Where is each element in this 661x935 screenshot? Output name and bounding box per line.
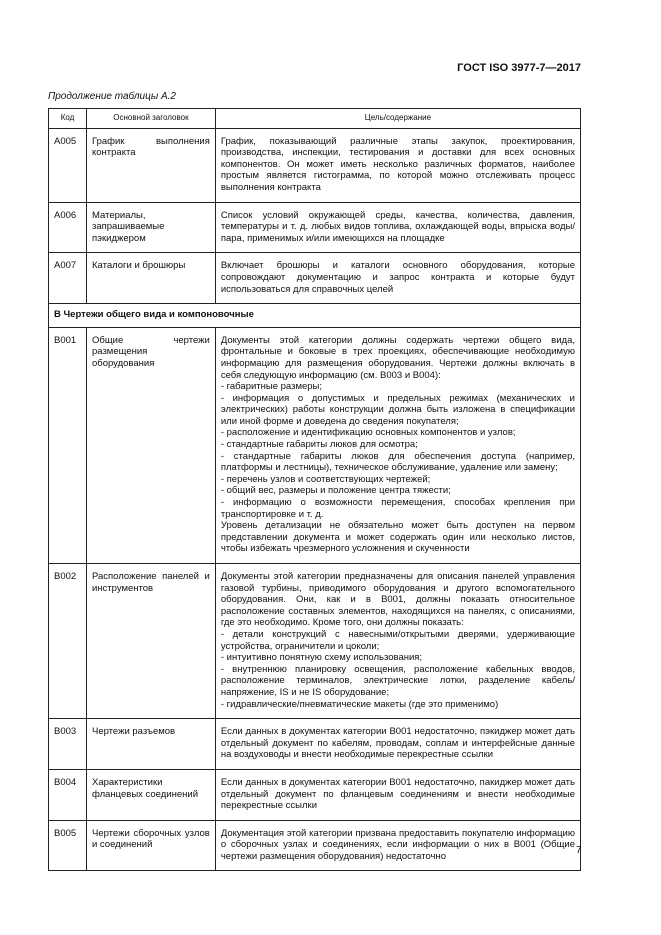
row-code: A005 <box>49 128 87 202</box>
row-title: Характеристики фланцевых соединений <box>86 769 215 820</box>
table-caption: Продолжение таблицы А.2 <box>48 91 176 102</box>
row-description <box>215 769 580 820</box>
row-code: A006 <box>49 202 87 253</box>
table-row <box>49 719 581 770</box>
col-header-code: Код <box>49 109 87 129</box>
table-row <box>49 128 581 202</box>
table-row <box>49 202 581 253</box>
description-line: - информация о допустимых и предельных режимах (механических и электрических) работы конструкции должна быть изложена в спецификации или иной форме и доведена до сведения покупателя; <box>220 392 575 427</box>
col-header-title: Основной заголовок <box>86 109 215 129</box>
row-code: B003 <box>49 719 87 770</box>
row-description <box>215 564 580 719</box>
requirements-table <box>48 108 581 871</box>
row-title: Общие чертежи размещения оборудования <box>86 327 215 563</box>
description-line: Документация этой категории призвана предоставить покупателю информацию о сборочных узлах и соединениях, если информации о них в В001 (Общие чертежи размещения оборудования) недостаточно <box>220 827 575 862</box>
description-line: - интуитивно понятную схему использования; <box>220 652 423 664</box>
table-row <box>49 253 581 304</box>
row-title: Каталоги и брошюры <box>86 253 215 304</box>
row-code: B004 <box>49 769 87 820</box>
row-code: B005 <box>49 820 87 871</box>
description-line: Документы этой категории должны содержать чертежи общего вида, фронтальные и боковые в трех проекциях, обеспечивающие необходимую информацию для размещения оборудования. Чертежи должны включать в себя следующую информацию (см. В003 и В004): <box>220 334 575 381</box>
table-header-row <box>49 109 581 129</box>
description-line: - расположение и идентификацию основных компонентов и узлов; <box>220 427 516 439</box>
row-title: Расположение панелей и инструментов <box>86 564 215 719</box>
table-row <box>49 564 581 719</box>
description-line: Если данных в документах категории В001 недостаточно, пакиджер может дать отдельный документ по фланцевым соединениям и внести необходимые перекрестные ссылки <box>220 776 575 812</box>
description-line: - стандартные габариты люков для обеспечения доступа (например, платформы и лестницы), техническое обслуживание, удаление или замену; <box>220 450 575 474</box>
description-line: - детали конструкций с навесными/открытыми дверями, удерживающие устройства, ограничители и цоколи; <box>220 628 575 652</box>
section-row <box>49 304 581 328</box>
col-header-content: Цель/содержание <box>215 109 580 129</box>
row-code: A007 <box>49 253 87 304</box>
row-description <box>215 202 580 253</box>
description-line: - перечень узлов и соответствующих чертежей; <box>220 473 431 485</box>
row-description <box>215 253 580 304</box>
row-code: B001 <box>49 327 87 563</box>
description-line: - гидравлические/пневматические макеты (где это применимо) <box>220 698 499 710</box>
description-line: Включает брошюры и каталоги основного оборудования, которые сопровождают документацию и запрос контракта и которые будут использоваться для справочных целей <box>220 260 575 295</box>
description-line: - информацию о возможности перемещения, способах крепления при транспортировке и т. д. <box>220 497 575 520</box>
row-title: График выполнения контракта <box>86 128 215 202</box>
table-row <box>49 820 581 871</box>
row-title: Чертежи разъемов <box>86 719 215 770</box>
section-title: В Чертежи общего вида и компоновочные <box>49 304 581 328</box>
row-description <box>215 719 580 770</box>
description-line: - габаритные размеры; <box>220 381 323 393</box>
description-line: Если данных в документах категории В001 недостаточно, пэкиджер может дать отдельный документ по кабелям, проводам, соплам и интерфейсные данные на воздуховоды и внести необходимые перекрестные ссылки <box>220 726 575 761</box>
row-description <box>215 327 580 563</box>
row-title: Материалы, запрашиваемые пэкиджером <box>86 202 215 253</box>
row-description <box>215 820 580 871</box>
description-line: Документы этой категории предназначены для описания панелей управления газовой турбины, приводимого оборудования и другого вспомогательного оборудования. Они, как и в В001, должны показать относительное расположение составных элементов, находящихся на панелях, с описаниями, где это необходимо. Кроме того, они должны показать: <box>220 571 575 629</box>
table-row <box>49 327 581 563</box>
description-line: График, показывающий различные этапы закупок, проектирования, производства, инспекции, тестирования и доставки для всех основных компонентов. Он может иметь несколько различных форматов, наиболее простым является гистограмма, по которой можно отслеживать процесс выполнения контракта <box>220 135 575 193</box>
description-line: Уровень детализации не обязательно может быть доступен на первом представлении документа и может содержать один или несколько листов, чтобы избежать чрезмерного усложнения и скученности <box>220 520 575 555</box>
page-number: 7 <box>576 845 582 856</box>
row-description <box>215 128 580 202</box>
description-line: Список условий окружающей среды, качества, количества, давления, температуры и т. д. любых видов топлива, охлаждающей воды, впрыска воды/пара, применимых и/или имеющихся на площадке <box>220 209 575 244</box>
description-line: - стандартные габариты люков для осмотра; <box>220 439 418 451</box>
row-code: B002 <box>49 564 87 719</box>
row-title: Чертежи сборочных узлов и соединений <box>86 820 215 871</box>
description-line: - внутреннюю планировку освещения, расположение кабельных вводов, расположение терминалов, электрические лотки, разделение кабель/напряжение, IS и не IS оборудование; <box>220 663 575 698</box>
standard-number: ГОСТ ISO 3977-7—2017 <box>457 62 581 74</box>
table-row <box>49 769 581 820</box>
description-line: - общий вес, размеры и положение центра тяжести; <box>220 485 451 497</box>
